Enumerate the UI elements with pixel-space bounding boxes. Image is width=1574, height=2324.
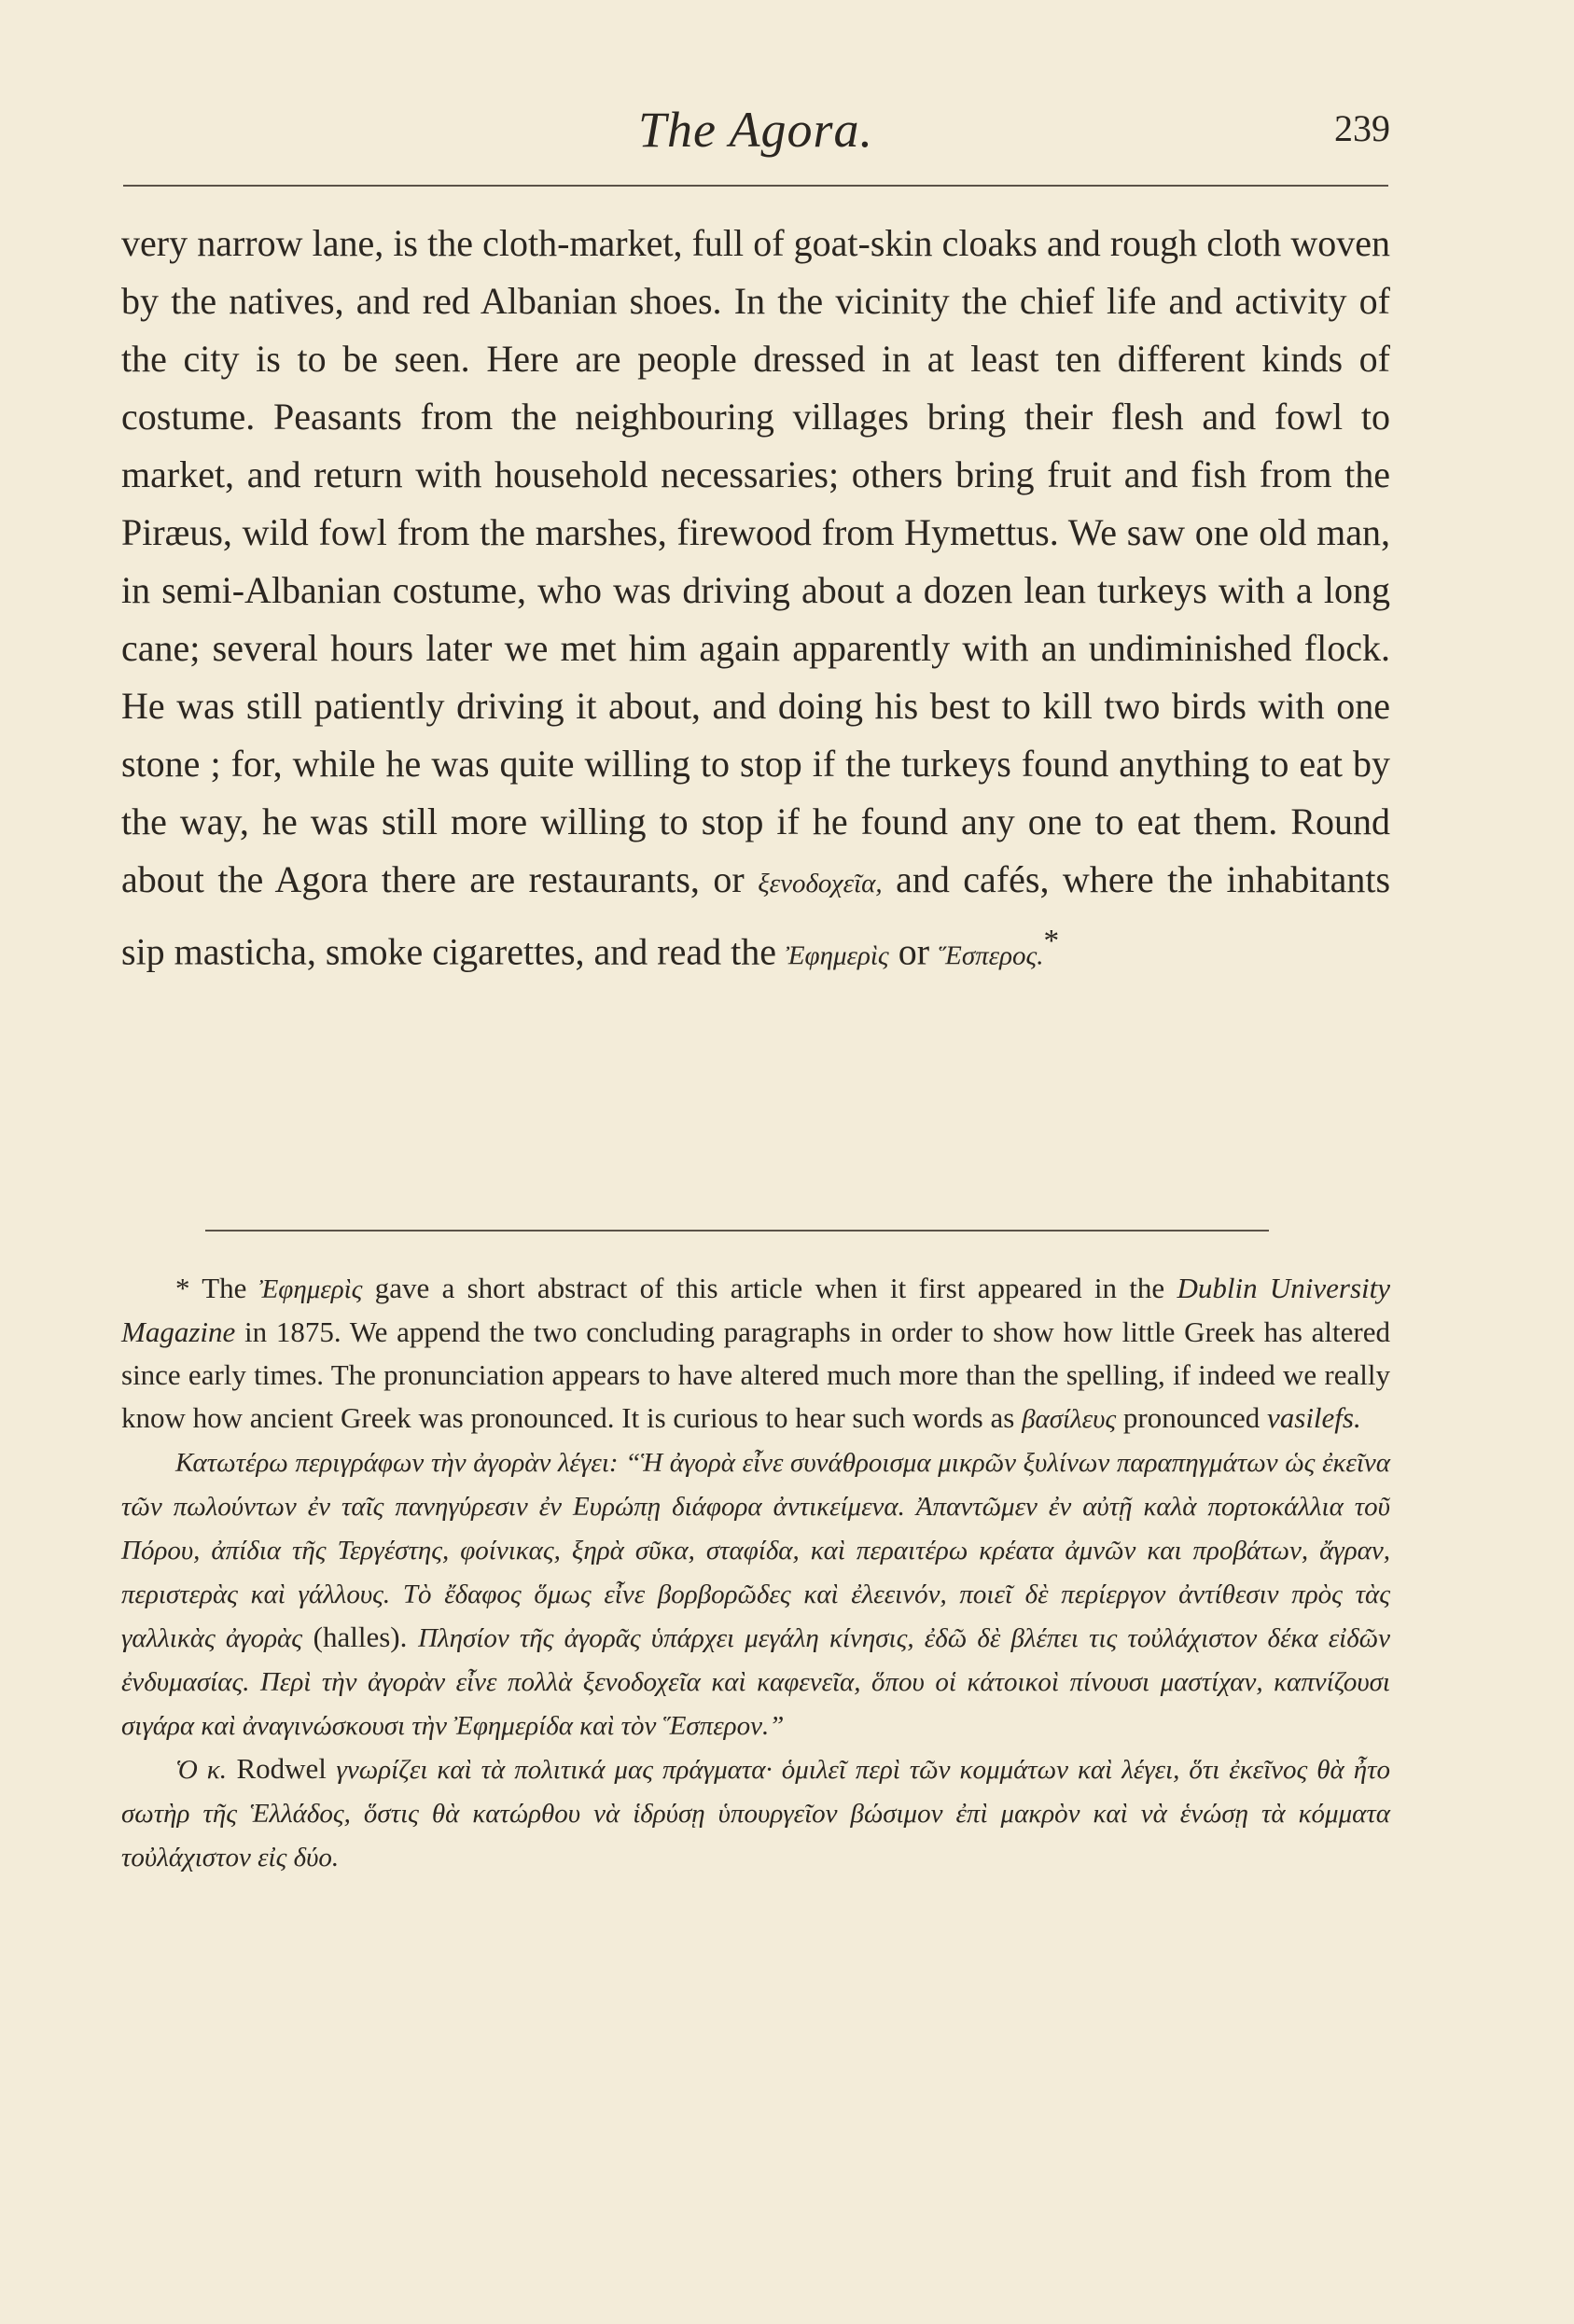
- greek-word-xenodocheia: ξενοδοχεῖα,: [758, 869, 883, 898]
- page-number: 239: [1334, 107, 1390, 149]
- body-text-main: very narrow lane, is the cloth-market, full of goat-skin cloaks and rough cloth woven by the natives, and red Albanian shoes. In the vicinity the chief life and activity of the city is to be seen. Here are people dressed in at least ten different kinds of costume. Peasants from the neighbouring villages bring their flesh and fowl to market, and return with household necessaries; others bring fruit and fish from the Piræus, wild fowl from the marshes, firewood from Hymettus. We saw one old man, in semi-Albanian costume, who was driving about a dozen lean turkeys with a long cane; several hours later we met him again apparently with an undiminished flock. He was still patiently driving it about, and doing his best to kill two birds with one stone ; for, while he was quite willing to stop if the turkeys found anything to eat by the way, he was still more willing to stop if he found any one to eat them. Round about the Agora there are restaurants, or: [121, 222, 1390, 900]
- halles-word: (halles).: [313, 1621, 408, 1653]
- body-text-continued: and cafés, where the inhabitants sip masticha, smoke cigarettes, and read the: [121, 858, 1391, 973]
- footnote-greek-basileus: βασίλευς: [1022, 1404, 1117, 1434]
- footnote-mark: *: [1043, 924, 1060, 958]
- greek-quote-part-b: Πλησίον τῆς ἀγορᾶς ὑπάρχει μεγάλη κίνησις, ἐδῶ δὲ βλέπει τις τοὐλάχιστον δέκα εἰδῶν ἐνδυμασίας. Περὶ τὴν ἀγορὰν εἶνε πολλὰ ξενοδοχεῖα καὶ καφενεῖα, ὅπου οἱ κάτοικοὶ πίνουσι μαστίχαν, καπνίζουσι σιγάρα καὶ ἀναγινώσκουσι τὴν Ἐφημερίδα καὶ τὸν Ἕσπερον.”: [121, 1623, 1391, 1741]
- body-paragraph: [121, 215, 1390, 984]
- greek-opening: Ὁ κ.: [175, 1755, 227, 1785]
- footnote-block: [121, 1267, 1390, 1879]
- footnote-greek-ephemeris: Ἐφημερὶς: [258, 1274, 363, 1304]
- footnote-vasilefs: vasilefs.: [1267, 1401, 1361, 1434]
- footnote-text-2: in 1875. We append the two concluding paragraphs in order to show how little Greek has altered since early times. The pronunciation appears to have altered much more than the spelling, if indeed we really know how ancient Greek was pronounced. It is curious to hear such words as: [121, 1315, 1391, 1434]
- running-title: The Agora.: [637, 102, 874, 158]
- footnote-paragraph-3: [121, 1747, 1390, 1879]
- greek-word-ephemeris: Ἐφημερὶς: [785, 940, 889, 971]
- footnote-separator: [205, 1230, 1269, 1232]
- author-name: Rodwel: [236, 1752, 327, 1785]
- page-header: [121, 93, 1390, 159]
- footnote-paragraph-2: [121, 1440, 1390, 1747]
- or-word: or: [898, 930, 930, 973]
- footnote-text-3: pronounced: [1122, 1401, 1261, 1434]
- header-rule: [123, 185, 1388, 187]
- greek-quote-part-a: Κατωτέρω περιγράφων τὴν ἀγορὰν λέγει: “Ἡ ἀγορὰ εἶνε συνάθροισμα μικρῶν ξυλίνων παραπηγμάτων ὡς ἐκεῖνα τῶν πωλούντων ἐν ταῖς πανηγύρεσιν ἐν Ευρώπῃ διάφορα ἀντικείμενα. Ἀπαντῶμεν ἐν αὐτῇ καλὰ πορτοκάλλια τοῦ Πόρου, ἀπίδια τῆς Τεργέστης, φοίνικας, ξηρὰ σῦκα, σταφίδα, καὶ περαιτέρω κρέατα ἀμνῶν και προβάτων, ἄγραν, περιστερὰς καὶ γάλλους. Τὸ ἔδαφος ὅμως εἶνε βορβορῶδες καὶ ἐλεεινόν, ποιεῖ δὲ περίεργον ἀντίθεσιν πρὸς τὰς γαλλικὰς ἀγορὰς: [121, 1448, 1390, 1653]
- footnote-start: * The: [175, 1272, 247, 1304]
- footnote-text: gave a short abstract of this article when it first appeared in the: [374, 1272, 1165, 1304]
- greek-word-hesperos: Ἕσπερος.: [939, 940, 1044, 971]
- greek-paragraph-3: γνωρίζει καὶ τὰ πολιτικά μας πράγματα· ὁμιλεῖ περὶ τῶν κομμάτων καὶ λέγει, ὅτι ἐκεῖνος θὰ ἦτο σωτὴρ τῆς Ἑλλάδος, ὅστις θὰ κατώρθου νὰ ἱδρύσῃ ὑπουργεῖον βώσιμον ἐπὶ μακρὸν καὶ νὰ ἑνώσῃ τὰ κόμματα τοὐλάχιστον εἰς δύο.: [121, 1755, 1391, 1872]
- journal-title: Dublin University Magazine: [121, 1272, 1391, 1348]
- footnote-paragraph-1: [121, 1267, 1390, 1440]
